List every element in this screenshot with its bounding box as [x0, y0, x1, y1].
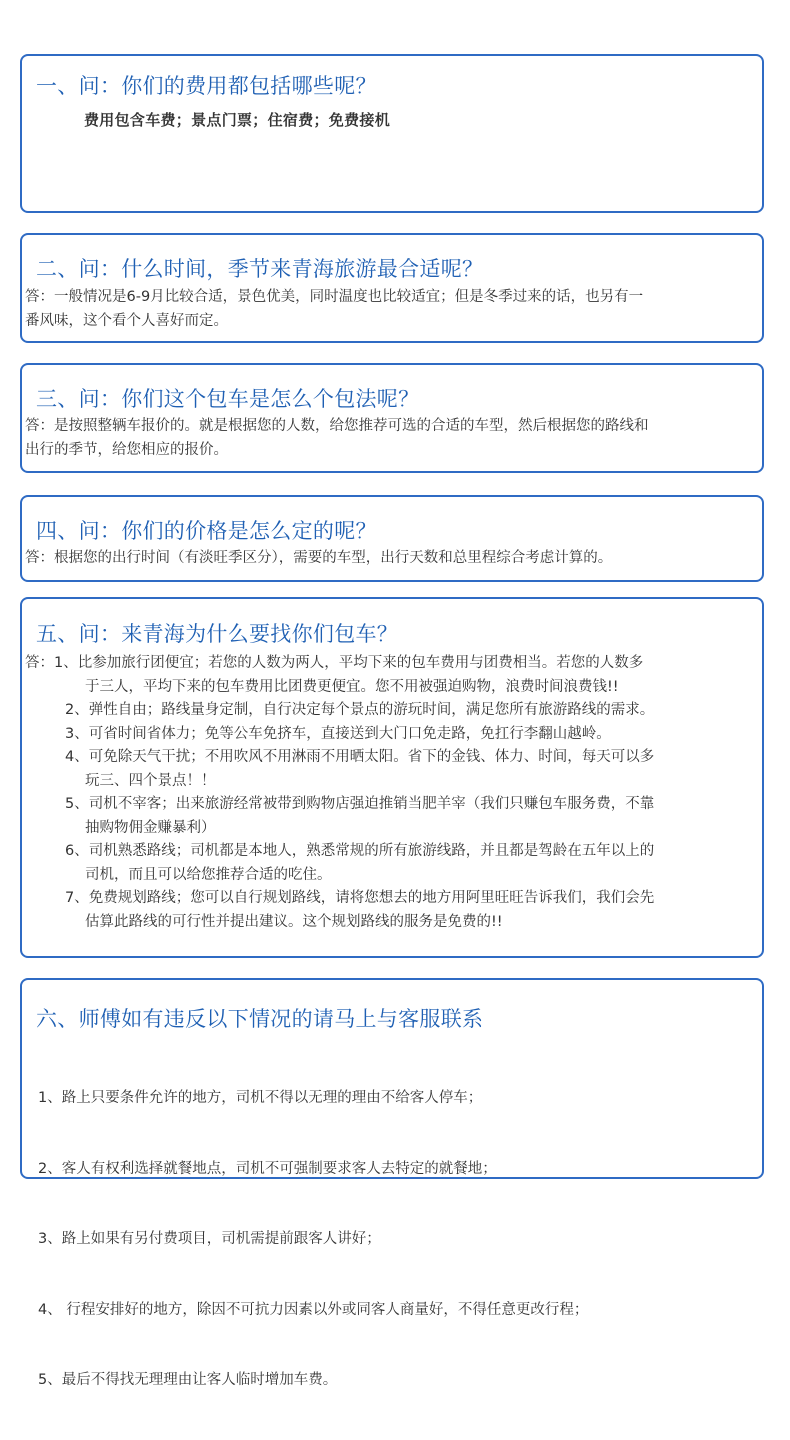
answer-line: 司机，而且可以给您推荐合适的吃住。 [85, 866, 332, 883]
answer-line: 3、可省时间省体力；免等公车免挤车，直接送到大门口免走路，免扛行李翻山越岭。 [65, 725, 611, 742]
faq-answer-2 [25, 286, 643, 333]
faq-question-5: 五、问：来青海为什么要找你们包车？ [36, 622, 399, 646]
faq-card-3 [20, 363, 764, 473]
faq-card-1 [20, 54, 764, 213]
faq-answer-4 [25, 547, 612, 571]
faq-question-2: 二、问：什么时间，季节来青海旅游最合适呢？ [36, 257, 484, 281]
faq-card-4 [20, 495, 764, 582]
answer-line: 5、司机不宰客；出来旅游经常被带到购物店强迫推销当肥羊宰（我们只赚包车服务费，不靠 [65, 796, 655, 812]
faq-question-1: 一、问：你们的费用都包括哪些呢？ [36, 74, 377, 98]
answer-line: 于三人，平均下来的包车费用比团费更便宜。您不用被强迫购物，浪费时间浪费钱!! [85, 678, 619, 695]
faq-card-5 [20, 597, 764, 958]
answer-line: 6、司机熟悉路线；司机都是本地人，熟悉常规的所有旅游线路，并且都是驾龄在五年以上的 [65, 843, 655, 859]
faq-answer-3 [25, 415, 649, 462]
answer-line: 2、弹性自由；路线量身定制，自行决定每个景点的游玩时间，满足您所有旅游路线的需求。 [65, 702, 655, 718]
faq-answer-5 [25, 652, 654, 934]
answer-line: 出行的季节，给您相应的报价。 [25, 441, 228, 458]
rule-item: 1、路上只要条件允许的地方，司机不得以无理的理由不给客人停车； [38, 1090, 483, 1106]
answer-line: 抽购物佣金赚暴利） [85, 819, 216, 836]
rules-list [38, 1040, 588, 1440]
rule-item: 3、路上如果有另付费项目，司机需提前跟客人讲好； [38, 1231, 381, 1247]
answer-line: 答：是按照整辆车报价的。就是根据您的人数，给您推荐可选的合适的车型，然后根据您的路线和 [25, 418, 649, 434]
answer-line: 番风味，这个看个人喜好而定。 [25, 312, 228, 329]
answer-line: 估算此路线的可行性并提出建议。这个规划路线的服务是免费的!! [85, 913, 503, 930]
answer-line: 玩三、四个景点！！ [85, 772, 216, 789]
faq-question-4: 四、问：你们的价格是怎么定的呢？ [36, 519, 377, 543]
answer-line: 答：1、比参加旅行团便宜；若您的人数为两人，平均下来的包车费用与团费相当。若您的人数多 [25, 655, 644, 671]
faq-question-3: 三、问：你们这个包车是怎么个包法呢？ [36, 387, 420, 411]
answer-line: 4、可免除天气干扰；不用吹风不用淋雨不用晒太阳。省下的金钱、体力、时间，每天可以多 [65, 749, 655, 765]
answer-line: 答：根据您的出行时间（有淡旺季区分），需要的车型，出行天数和总里程综合考虑计算的。 [25, 550, 613, 566]
rule-item: 5、最后不得找无理理由让客人临时增加车费。 [38, 1372, 338, 1388]
rule-item: 4、 行程安排好的地方，除因不可抗力因素以外或同客人商量好，不得任意更改行程； [38, 1301, 589, 1318]
faq-question-6: 六、师傅如有违反以下情况的请马上与客服联系 [36, 1007, 484, 1031]
rule-item: 2、客人有权利选择就餐地点，司机不可强制要求客人去特定的就餐地； [38, 1160, 497, 1177]
answer-line: 答：一般情况是6-9月比较合适，景色优美，同时温度也比较适宜；但是冬季过来的话，也另有一 [25, 289, 644, 305]
faq-card-6 [20, 978, 764, 1388]
faq-card-2 [20, 233, 764, 343]
faq-answer-1: 费用包含车费；景点门票；住宿费；免费接机 [84, 111, 391, 129]
answer-line: 7、免费规划路线；您可以自行规划路线，请将您想去的地方用阿里旺旺告诉我们，我们会先 [65, 890, 655, 906]
